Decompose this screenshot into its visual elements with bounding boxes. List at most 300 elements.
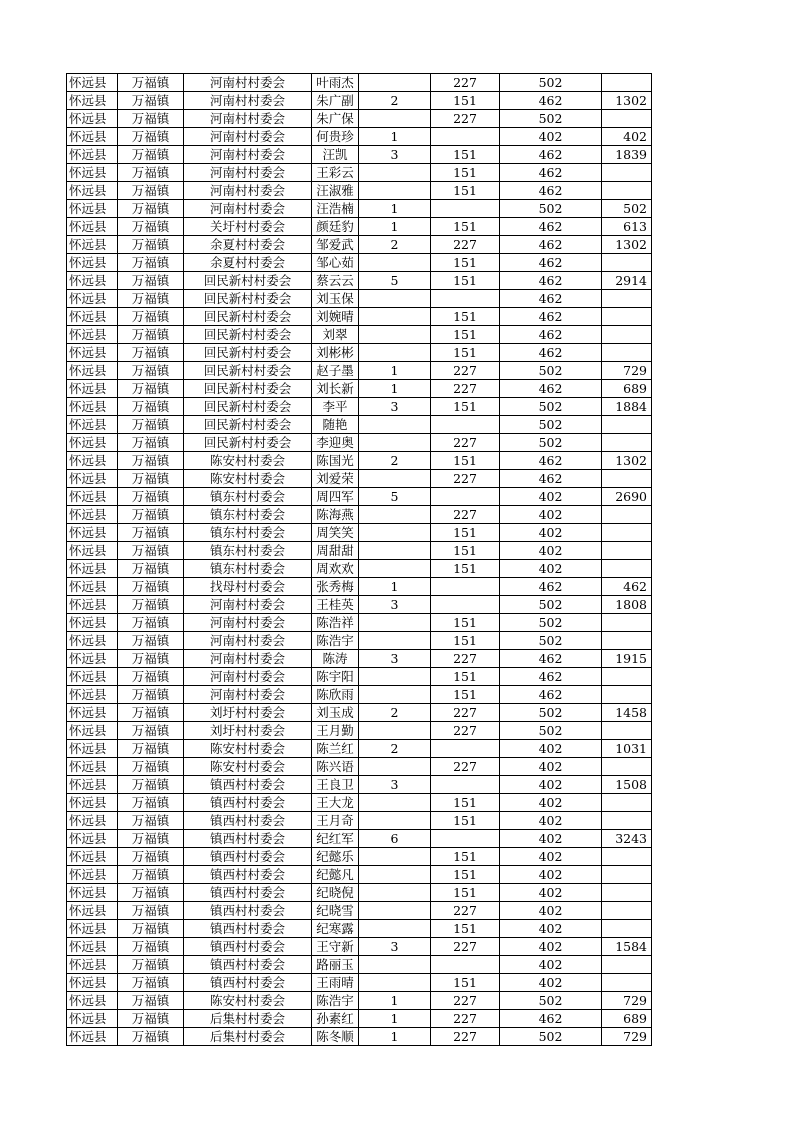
count-cell: 1 — [359, 1010, 431, 1028]
village-committee-cell: 河南村村委会 — [184, 128, 312, 146]
table-row — [67, 596, 652, 614]
count-cell: 2 — [359, 92, 431, 110]
town-cell: 万福镇 — [118, 470, 184, 488]
count-cell — [359, 812, 431, 830]
village-committee-cell: 后集村村委会 — [184, 1028, 312, 1046]
amount-b-cell: 402 — [500, 506, 602, 524]
village-committee-cell: 镇东村村委会 — [184, 560, 312, 578]
village-committee-cell: 河南村村委会 — [184, 164, 312, 182]
table-row — [67, 524, 652, 542]
county-cell: 怀远县 — [67, 416, 118, 434]
county-cell: 怀远县 — [67, 1010, 118, 1028]
town-cell: 万福镇 — [118, 938, 184, 956]
county-cell: 怀远县 — [67, 434, 118, 452]
name-cell: 李平 — [312, 398, 359, 416]
county-cell: 怀远县 — [67, 200, 118, 218]
village-committee-cell: 镇西村村委会 — [184, 848, 312, 866]
village-committee-cell: 回民新村村委会 — [184, 308, 312, 326]
name-cell: 陈浩祥 — [312, 614, 359, 632]
total-cell — [602, 74, 652, 92]
table-row — [67, 326, 652, 344]
town-cell: 万福镇 — [118, 344, 184, 362]
town-cell: 万福镇 — [118, 200, 184, 218]
table-row — [67, 794, 652, 812]
village-committee-cell: 陈安村村委会 — [184, 758, 312, 776]
village-committee-cell: 镇西村村委会 — [184, 866, 312, 884]
town-cell: 万福镇 — [118, 236, 184, 254]
town-cell: 万福镇 — [118, 776, 184, 794]
amount-b-cell: 402 — [500, 740, 602, 758]
amount-a-cell: 151 — [431, 794, 500, 812]
village-committee-cell: 河南村村委会 — [184, 650, 312, 668]
amount-b-cell: 502 — [500, 110, 602, 128]
table-row — [67, 830, 652, 848]
amount-a-cell: 151 — [431, 308, 500, 326]
table-row — [67, 434, 652, 452]
name-cell: 孙素红 — [312, 1010, 359, 1028]
county-cell: 怀远县 — [67, 740, 118, 758]
town-cell: 万福镇 — [118, 560, 184, 578]
table-row — [67, 200, 652, 218]
amount-a-cell: 227 — [431, 902, 500, 920]
amount-a-cell: 151 — [431, 254, 500, 272]
county-cell: 怀远县 — [67, 794, 118, 812]
amount-b-cell: 402 — [500, 974, 602, 992]
amount-a-cell — [431, 290, 500, 308]
table-row — [67, 776, 652, 794]
total-cell: 689 — [602, 380, 652, 398]
table-row — [67, 74, 652, 92]
county-cell: 怀远县 — [67, 326, 118, 344]
county-cell: 怀远县 — [67, 110, 118, 128]
county-cell: 怀远县 — [67, 380, 118, 398]
total-cell — [602, 668, 652, 686]
amount-b-cell: 462 — [500, 308, 602, 326]
table-row — [67, 416, 652, 434]
town-cell: 万福镇 — [118, 542, 184, 560]
table-row — [67, 1028, 652, 1046]
count-cell: 1 — [359, 362, 431, 380]
town-cell: 万福镇 — [118, 110, 184, 128]
count-cell — [359, 632, 431, 650]
count-cell — [359, 560, 431, 578]
table-row — [67, 884, 652, 902]
total-cell — [602, 686, 652, 704]
name-cell: 王桂英 — [312, 596, 359, 614]
total-cell: 729 — [602, 1028, 652, 1046]
town-cell: 万福镇 — [118, 326, 184, 344]
village-committee-cell: 回民新村村委会 — [184, 416, 312, 434]
town-cell: 万福镇 — [118, 704, 184, 722]
total-cell — [602, 920, 652, 938]
village-committee-cell: 回民新村村委会 — [184, 380, 312, 398]
county-cell: 怀远县 — [67, 344, 118, 362]
total-cell: 1302 — [602, 236, 652, 254]
count-cell — [359, 506, 431, 524]
village-committee-cell: 陈安村村委会 — [184, 470, 312, 488]
total-cell: 1839 — [602, 146, 652, 164]
amount-b-cell: 502 — [500, 596, 602, 614]
amount-b-cell: 502 — [500, 1028, 602, 1046]
count-cell: 1 — [359, 218, 431, 236]
name-cell: 邹爱武 — [312, 236, 359, 254]
town-cell: 万福镇 — [118, 668, 184, 686]
total-cell — [602, 848, 652, 866]
amount-a-cell: 227 — [431, 434, 500, 452]
amount-b-cell: 402 — [500, 560, 602, 578]
count-cell — [359, 326, 431, 344]
town-cell: 万福镇 — [118, 416, 184, 434]
total-cell: 1915 — [602, 650, 652, 668]
total-cell — [602, 164, 652, 182]
town-cell: 万福镇 — [118, 578, 184, 596]
table-row — [67, 542, 652, 560]
town-cell: 万福镇 — [118, 1010, 184, 1028]
table-body — [67, 74, 652, 1046]
name-cell: 随艳 — [312, 416, 359, 434]
count-cell: 6 — [359, 830, 431, 848]
table-row — [67, 920, 652, 938]
village-committee-cell: 镇东村村委会 — [184, 524, 312, 542]
name-cell: 纪晓雪 — [312, 902, 359, 920]
table-row — [67, 578, 652, 596]
county-cell: 怀远县 — [67, 452, 118, 470]
amount-a-cell: 151 — [431, 866, 500, 884]
village-committee-cell: 回民新村村委会 — [184, 434, 312, 452]
town-cell: 万福镇 — [118, 452, 184, 470]
total-cell — [602, 110, 652, 128]
village-committee-cell: 刘圩村村委会 — [184, 722, 312, 740]
county-cell: 怀远县 — [67, 812, 118, 830]
table-row — [67, 650, 652, 668]
name-cell: 邹心茹 — [312, 254, 359, 272]
name-cell: 汪浩楠 — [312, 200, 359, 218]
total-cell — [602, 614, 652, 632]
amount-b-cell: 462 — [500, 686, 602, 704]
total-cell: 1508 — [602, 776, 652, 794]
name-cell: 周欢欢 — [312, 560, 359, 578]
amount-b-cell: 502 — [500, 704, 602, 722]
village-committee-cell: 镇西村村委会 — [184, 920, 312, 938]
county-cell: 怀远县 — [67, 776, 118, 794]
total-cell — [602, 434, 652, 452]
town-cell: 万福镇 — [118, 164, 184, 182]
name-cell: 纪寒露 — [312, 920, 359, 938]
amount-b-cell: 402 — [500, 524, 602, 542]
county-cell: 怀远县 — [67, 1028, 118, 1046]
count-cell — [359, 542, 431, 560]
name-cell: 王月勤 — [312, 722, 359, 740]
town-cell: 万福镇 — [118, 308, 184, 326]
town-cell: 万福镇 — [118, 1028, 184, 1046]
village-committee-cell: 河南村村委会 — [184, 686, 312, 704]
total-cell: 1302 — [602, 92, 652, 110]
village-committee-cell: 镇西村村委会 — [184, 812, 312, 830]
amount-a-cell: 151 — [431, 812, 500, 830]
count-cell: 1 — [359, 200, 431, 218]
table-row — [67, 254, 652, 272]
town-cell: 万福镇 — [118, 812, 184, 830]
amount-a-cell: 227 — [431, 1010, 500, 1028]
amount-b-cell: 402 — [500, 866, 602, 884]
town-cell: 万福镇 — [118, 794, 184, 812]
amount-a-cell: 151 — [431, 632, 500, 650]
total-cell: 2914 — [602, 272, 652, 290]
county-cell: 怀远县 — [67, 830, 118, 848]
name-cell: 刘彬彬 — [312, 344, 359, 362]
total-cell: 1884 — [602, 398, 652, 416]
total-cell — [602, 506, 652, 524]
table-row — [67, 632, 652, 650]
name-cell: 周四军 — [312, 488, 359, 506]
name-cell: 刘爱荣 — [312, 470, 359, 488]
village-committee-cell: 河南村村委会 — [184, 182, 312, 200]
amount-a-cell: 151 — [431, 542, 500, 560]
amount-b-cell: 462 — [500, 650, 602, 668]
total-cell — [602, 974, 652, 992]
total-cell: 729 — [602, 992, 652, 1010]
amount-a-cell: 151 — [431, 92, 500, 110]
town-cell: 万福镇 — [118, 884, 184, 902]
county-cell: 怀远县 — [67, 470, 118, 488]
table-row — [67, 218, 652, 236]
total-cell — [602, 416, 652, 434]
town-cell: 万福镇 — [118, 272, 184, 290]
village-committee-cell: 河南村村委会 — [184, 200, 312, 218]
amount-b-cell: 402 — [500, 794, 602, 812]
name-cell: 何贵珍 — [312, 128, 359, 146]
amount-b-cell: 462 — [500, 668, 602, 686]
county-cell: 怀远县 — [67, 758, 118, 776]
name-cell: 王月奇 — [312, 812, 359, 830]
town-cell: 万福镇 — [118, 398, 184, 416]
table-row — [67, 488, 652, 506]
amount-a-cell: 151 — [431, 884, 500, 902]
total-cell — [602, 542, 652, 560]
total-cell: 1808 — [602, 596, 652, 614]
amount-b-cell: 462 — [500, 344, 602, 362]
total-cell: 462 — [602, 578, 652, 596]
amount-b-cell: 462 — [500, 92, 602, 110]
amount-b-cell: 462 — [500, 1010, 602, 1028]
table-row — [67, 848, 652, 866]
table-row — [67, 470, 652, 488]
total-cell — [602, 812, 652, 830]
amount-b-cell: 502 — [500, 74, 602, 92]
county-cell: 怀远县 — [67, 524, 118, 542]
total-cell: 502 — [602, 200, 652, 218]
county-cell: 怀远县 — [67, 884, 118, 902]
county-cell: 怀远县 — [67, 614, 118, 632]
data-table — [66, 73, 652, 1046]
table-row — [67, 164, 652, 182]
village-committee-cell: 河南村村委会 — [184, 92, 312, 110]
village-committee-cell: 河南村村委会 — [184, 146, 312, 164]
village-committee-cell: 镇西村村委会 — [184, 902, 312, 920]
name-cell: 刘玉保 — [312, 290, 359, 308]
name-cell: 李迎奥 — [312, 434, 359, 452]
count-cell — [359, 110, 431, 128]
town-cell: 万福镇 — [118, 974, 184, 992]
amount-b-cell: 462 — [500, 272, 602, 290]
town-cell: 万福镇 — [118, 92, 184, 110]
count-cell — [359, 164, 431, 182]
amount-b-cell: 502 — [500, 200, 602, 218]
table-row — [67, 686, 652, 704]
amount-a-cell: 151 — [431, 272, 500, 290]
table-row — [67, 380, 652, 398]
name-cell: 陈海燕 — [312, 506, 359, 524]
name-cell: 王彩云 — [312, 164, 359, 182]
amount-b-cell: 462 — [500, 164, 602, 182]
table-row — [67, 308, 652, 326]
name-cell: 朱广保 — [312, 110, 359, 128]
county-cell: 怀远县 — [67, 902, 118, 920]
village-committee-cell: 余夏村村委会 — [184, 254, 312, 272]
town-cell: 万福镇 — [118, 362, 184, 380]
name-cell: 汪凯 — [312, 146, 359, 164]
table-row — [67, 722, 652, 740]
table-row — [67, 974, 652, 992]
count-cell — [359, 722, 431, 740]
amount-b-cell: 462 — [500, 182, 602, 200]
name-cell: 陈浩宇 — [312, 632, 359, 650]
name-cell: 王雨晴 — [312, 974, 359, 992]
town-cell: 万福镇 — [118, 686, 184, 704]
amount-a-cell — [431, 596, 500, 614]
village-committee-cell: 回民新村村委会 — [184, 344, 312, 362]
count-cell: 5 — [359, 488, 431, 506]
amount-b-cell: 502 — [500, 632, 602, 650]
amount-a-cell — [431, 740, 500, 758]
total-cell — [602, 344, 652, 362]
county-cell: 怀远县 — [67, 722, 118, 740]
county-cell: 怀远县 — [67, 974, 118, 992]
count-cell — [359, 866, 431, 884]
town-cell: 万福镇 — [118, 758, 184, 776]
total-cell — [602, 254, 652, 272]
village-committee-cell: 河南村村委会 — [184, 110, 312, 128]
name-cell: 王守新 — [312, 938, 359, 956]
count-cell — [359, 182, 431, 200]
count-cell: 1 — [359, 128, 431, 146]
name-cell: 汪淑雅 — [312, 182, 359, 200]
name-cell: 赵子墨 — [312, 362, 359, 380]
amount-a-cell — [431, 128, 500, 146]
amount-a-cell — [431, 830, 500, 848]
table-row — [67, 1010, 652, 1028]
town-cell: 万福镇 — [118, 632, 184, 650]
county-cell: 怀远县 — [67, 542, 118, 560]
table-row — [67, 614, 652, 632]
count-cell: 1 — [359, 1028, 431, 1046]
name-cell: 叶雨杰 — [312, 74, 359, 92]
total-cell — [602, 560, 652, 578]
county-cell: 怀远县 — [67, 650, 118, 668]
amount-a-cell: 151 — [431, 614, 500, 632]
county-cell: 怀远县 — [67, 74, 118, 92]
amount-a-cell: 151 — [431, 686, 500, 704]
table-row — [67, 758, 652, 776]
amount-b-cell: 462 — [500, 218, 602, 236]
amount-a-cell — [431, 776, 500, 794]
amount-a-cell: 151 — [431, 146, 500, 164]
town-cell: 万福镇 — [118, 740, 184, 758]
amount-b-cell: 462 — [500, 146, 602, 164]
village-committee-cell: 回民新村村委会 — [184, 398, 312, 416]
amount-b-cell: 502 — [500, 416, 602, 434]
name-cell: 张秀梅 — [312, 578, 359, 596]
table-row — [67, 704, 652, 722]
county-cell: 怀远县 — [67, 938, 118, 956]
amount-a-cell: 151 — [431, 326, 500, 344]
town-cell: 万福镇 — [118, 182, 184, 200]
village-committee-cell: 陈安村村委会 — [184, 740, 312, 758]
table-row — [67, 506, 652, 524]
count-cell: 5 — [359, 272, 431, 290]
amount-a-cell: 227 — [431, 992, 500, 1010]
county-cell: 怀远县 — [67, 506, 118, 524]
amount-a-cell: 151 — [431, 164, 500, 182]
town-cell: 万福镇 — [118, 218, 184, 236]
name-cell: 刘长新 — [312, 380, 359, 398]
total-cell — [602, 902, 652, 920]
amount-b-cell: 402 — [500, 758, 602, 776]
amount-b-cell: 402 — [500, 776, 602, 794]
village-committee-cell: 河南村村委会 — [184, 74, 312, 92]
amount-b-cell: 402 — [500, 488, 602, 506]
town-cell: 万福镇 — [118, 254, 184, 272]
table-row — [67, 812, 652, 830]
count-cell — [359, 470, 431, 488]
village-committee-cell: 回民新村村委会 — [184, 326, 312, 344]
amount-a-cell: 227 — [431, 74, 500, 92]
table-row — [67, 992, 652, 1010]
town-cell: 万福镇 — [118, 380, 184, 398]
count-cell: 3 — [359, 776, 431, 794]
amount-a-cell — [431, 578, 500, 596]
name-cell: 王大龙 — [312, 794, 359, 812]
village-committee-cell: 刘圩村村委会 — [184, 704, 312, 722]
county-cell: 怀远县 — [67, 632, 118, 650]
name-cell: 陈宇阳 — [312, 668, 359, 686]
amount-b-cell: 502 — [500, 362, 602, 380]
village-committee-cell: 回民新村村委会 — [184, 272, 312, 290]
total-cell — [602, 326, 652, 344]
table-row — [67, 290, 652, 308]
amount-b-cell: 502 — [500, 434, 602, 452]
count-cell — [359, 290, 431, 308]
village-committee-cell: 镇西村村委会 — [184, 776, 312, 794]
count-cell — [359, 614, 431, 632]
count-cell: 1 — [359, 578, 431, 596]
name-cell: 陈国光 — [312, 452, 359, 470]
village-committee-cell: 后集村村委会 — [184, 1010, 312, 1028]
town-cell: 万福镇 — [118, 506, 184, 524]
county-cell: 怀远县 — [67, 236, 118, 254]
county-cell: 怀远县 — [67, 920, 118, 938]
amount-a-cell: 151 — [431, 218, 500, 236]
table-row — [67, 668, 652, 686]
count-cell — [359, 524, 431, 542]
total-cell — [602, 722, 652, 740]
county-cell: 怀远县 — [67, 578, 118, 596]
village-committee-cell: 河南村村委会 — [184, 668, 312, 686]
table-row — [67, 560, 652, 578]
total-cell — [602, 308, 652, 326]
count-cell: 1 — [359, 380, 431, 398]
amount-b-cell: 502 — [500, 722, 602, 740]
